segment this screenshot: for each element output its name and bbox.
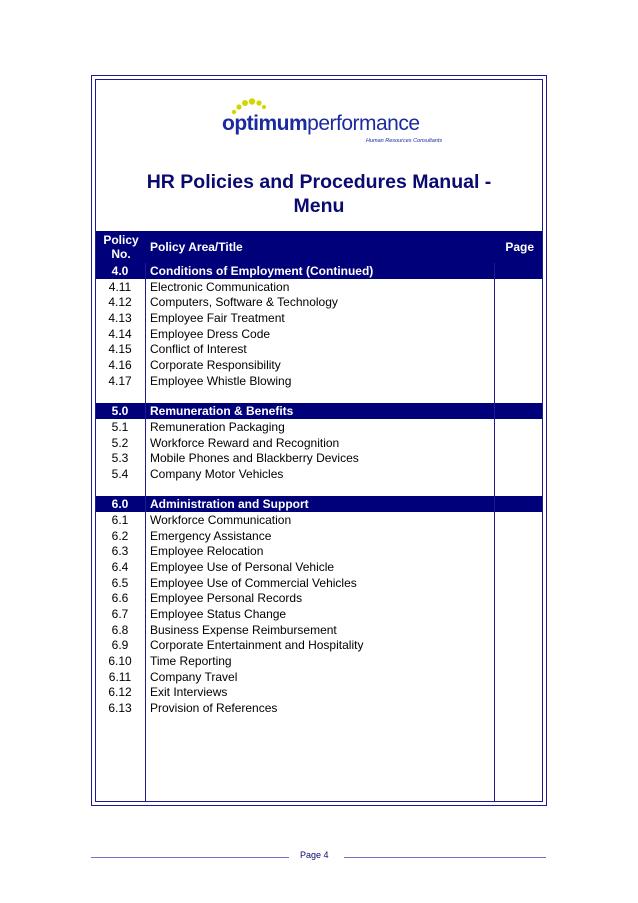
logo-text-regular: performance [307,112,420,135]
column-divider-1 [145,263,146,802]
policy-number: 6.2 [111,528,129,543]
policy-number: 6.9 [111,638,129,653]
policy-number: 6.8 [111,622,129,637]
policy-title: Company Travel [150,669,238,684]
table-row [96,279,542,295]
section-row [96,263,542,279]
table-row [96,543,542,559]
table-row [96,528,542,544]
header-policy-no-line2: No. [111,247,131,261]
policy-title: Emergency Assistance [150,528,272,543]
footer-rule-right [344,857,546,858]
logo-wordmark [222,112,420,136]
policy-title: Workforce Communication [150,513,292,528]
section-row [96,403,542,419]
table-row [96,590,542,606]
section-row [96,496,542,512]
policy-title: Remuneration & Benefits [150,404,294,419]
policy-number: 6.6 [111,591,129,606]
logo-tagline: Human Resources Consultants [366,138,443,144]
table-row [96,435,542,451]
company-logo [222,98,443,148]
policy-title: Workforce Reward and Recognition [150,435,340,450]
table-header [96,231,542,263]
policy-number: 4.17 [108,373,132,388]
policy-title: Exit Interviews [150,685,228,700]
policy-title: Employee Relocation [150,544,264,559]
policy-number: 6.11 [108,669,132,684]
policy-number: 5.0 [111,404,129,419]
policy-title: Corporate Responsibility [150,357,281,372]
policy-title: Time Reporting [150,653,232,668]
policy-number: 4.14 [108,326,132,341]
header-area: Policy Area/Title [150,240,243,254]
policy-number: 6.7 [111,607,129,621]
footer-rule-left [91,857,289,858]
policy-title: Mobile Phones and Blackberry Devices [150,451,359,466]
table-row [96,357,542,373]
policy-number: 6.4 [111,560,129,575]
table-row [96,637,542,653]
policy-number: 6.5 [111,575,129,590]
table-row [96,653,542,669]
policy-number: 5.1 [111,419,129,434]
table-row [96,684,542,700]
table-row [96,373,542,389]
column-divider-2 [494,263,495,802]
table-row [96,669,542,685]
table-row [96,294,542,310]
logo-text-bold: optimum [222,112,308,135]
header-page: Page [505,240,534,254]
policy-title: Employee Status Change [150,607,287,621]
policy-title: Employee Personal Records [150,591,303,606]
policy-number: 4.13 [108,310,132,325]
policy-title: Corporate Entertainment and Hospitality [150,638,364,653]
policy-title: Provision of References [150,700,278,715]
table-row [96,575,542,591]
policy-number: 5.3 [111,451,129,466]
table-row [96,606,542,622]
table-row [96,341,542,357]
policy-title: Administration and Support [150,497,309,512]
policy-title: Employee Whistle Blowing [150,373,292,388]
policy-title: Conditions of Employment (Continued) [150,264,374,278]
policy-number: 4.16 [108,357,132,372]
policy-number: 4.15 [108,342,132,357]
table-row [96,622,542,638]
header-policy-no [96,233,146,261]
policy-number: 6.13 [108,700,132,715]
table-row [96,326,542,342]
document-title-line2: Menu [293,195,345,217]
table-row [96,419,542,435]
table-row [96,450,542,466]
policy-number: 4.12 [108,295,132,310]
table-row [96,559,542,575]
policy-title: Remuneration Packaging [150,419,285,434]
policy-number: 4.0 [111,264,129,278]
header-policy-no-line1: Policy [103,233,139,247]
policy-title: Computers, Software & Technology [150,295,338,310]
document-title-line1: HR Policies and Procedures Manual - [146,171,492,193]
policy-number: 6.12 [108,685,132,700]
policy-number: 6.1 [111,513,129,528]
policy-title: Employee Use of Personal Vehicle [150,560,335,575]
table-row [96,466,542,482]
policy-title: Electronic Communication [150,279,290,294]
table-row [96,310,542,326]
policy-title: Employee Use of Commercial Vehicles [150,575,357,590]
table-row [96,700,542,716]
policy-number: 5.4 [111,466,129,481]
policy-number: 5.2 [111,435,129,450]
policy-number: 4.11 [108,279,132,294]
policy-title: Employee Fair Treatment [150,310,285,325]
policy-title: Business Expense Reimbursement [150,622,337,637]
footer-page-number: Page 4 [300,850,329,860]
policy-title: Conflict of Interest [150,342,247,357]
policy-number: 6.0 [111,497,129,512]
policy-number: 6.10 [108,653,132,668]
table-row [96,512,542,528]
policy-title: Employee Dress Code [150,326,271,341]
policy-title: Company Motor Vehicles [150,466,284,481]
policy-number: 6.3 [111,544,129,559]
